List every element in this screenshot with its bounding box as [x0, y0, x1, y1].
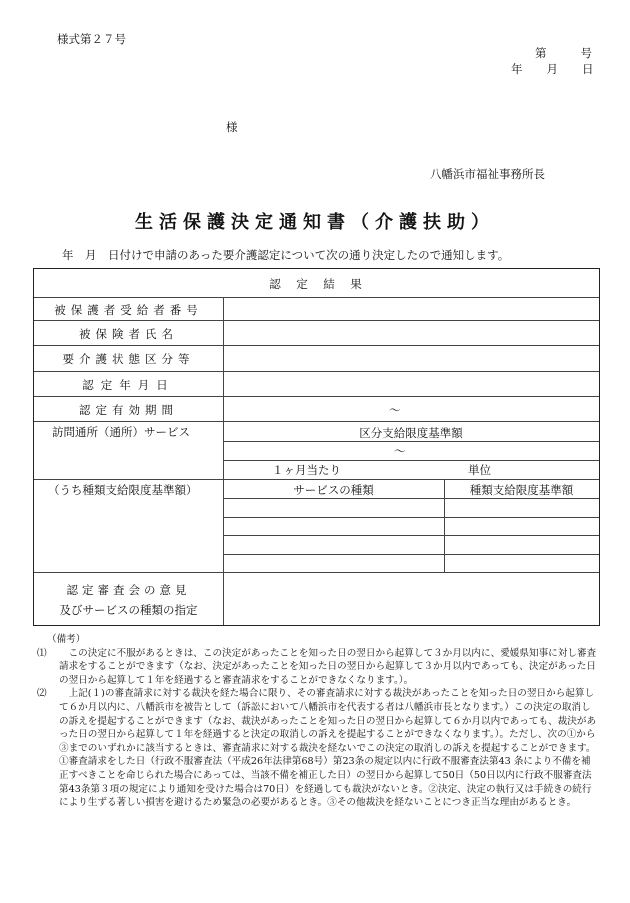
number-suffix: 号 [580, 46, 592, 60]
form-number: 様式第２７号 [57, 32, 126, 46]
date-month: 月 [546, 62, 558, 76]
document-title: 生活保護決定通知書（介護扶助） [135, 212, 495, 233]
label-validity-period: 認定有効期間 [79, 403, 178, 417]
issue-date [511, 61, 594, 77]
notes-section [37, 633, 597, 810]
limit-tilde: ～ [394, 444, 406, 458]
table-header: 認 定 結 果 [269, 277, 364, 291]
number-label: 第 [535, 46, 547, 60]
label-limit-amount: 区分支給限度基準額 [359, 426, 463, 440]
date-year: 年 [511, 62, 523, 76]
header-service-type: サービスの種類 [293, 483, 374, 497]
certification-table [33, 268, 600, 626]
label-unit: 単位 [468, 463, 491, 477]
label-home-service: 訪問通所（通所）サービス [52, 425, 190, 439]
validity-tilde: ～ [389, 403, 401, 417]
label-care-level: 要介護状態区分等 [62, 352, 195, 366]
note-item-1 [37, 647, 597, 688]
lead-text: 年 月 日付けで申請のあった要介護認定について次の通り決定したので通知します。 [62, 248, 510, 262]
label-per-month: １ヶ月当たり [272, 463, 341, 477]
header-type-limit: 種類支給限度基準額 [469, 483, 574, 497]
label-insured-name: 被保険者氏名 [79, 327, 178, 341]
date-day: 日 [582, 62, 594, 76]
label-opinion-line1: 認定審査会の意見 [66, 583, 191, 597]
note-text-2: 上記(１)の審査請求に対する裁決を経た場合に限り、その審査請求に対する裁決があったことを知った日の翌日から起算して６か月以内に、八幡浜市を被告として（訴訟において八幡浜市を代表する者は八幡浜市長となります。）この決定の取消しの訴えを提起することができます（なお、裁決があったことを知った日の翌日から起算して６か月以内であっても、裁決があった日の翌日から起算して１年を経過すると決定の取消しの訴えを提起することができなくなります。）。ただし、次の①から③までのいずれかに該当するときは、審査請求に対する裁決を経ないでこの決定の取消しの訴えを提起することができます。①審査請求をした日（行政不服審査法（平成26年法律第68号）第23条の規定以内に行政不服審査法第43 条により不備を補正すべきことを命じられた場合にあっては、当該不備を補正した日）の翌日から起算して50日（50日以内に行政不服審査法第43条第３項の規定により通知を受けた場合は70日）を経過しても裁決がないとき。②決定、決定の執行又は手続きの続行により生ずる著しい損害を避けるため緊急の必要があるとき。③その他裁決を経ないことにつき正当な理由があるとき。 [59, 688, 597, 809]
label-recipient-number: 被保護者受給者番号 [54, 303, 203, 317]
document-number [535, 45, 592, 61]
note-item-2 [37, 687, 597, 809]
note-text-1: この決定に不服があるときは、この決定があったことを知った日の翌日から起算して３か月以内に、愛媛県知事に対し審査請求をすることができます（なお、決定があったことを知った日の翌日から起算して３か月以内であっても、決定があった日の翌日から起算して１年を経過すると審査請求をすることができなくなります。）。 [59, 647, 597, 686]
addressee: 様 [226, 120, 238, 134]
label-certification-date: 認定年月日 [82, 378, 175, 392]
issuer-name: 八幡浜市福祉事務所長 [430, 167, 545, 181]
note-mark-1: ⑴ [37, 647, 47, 659]
note-mark-2: ⑵ [37, 688, 47, 700]
notes-heading: （備考） [47, 634, 86, 645]
label-opinion-line2: 及びサービスの種類の指定 [59, 603, 198, 617]
label-type-limit: （うち種類支給限度基準額） [48, 483, 198, 497]
